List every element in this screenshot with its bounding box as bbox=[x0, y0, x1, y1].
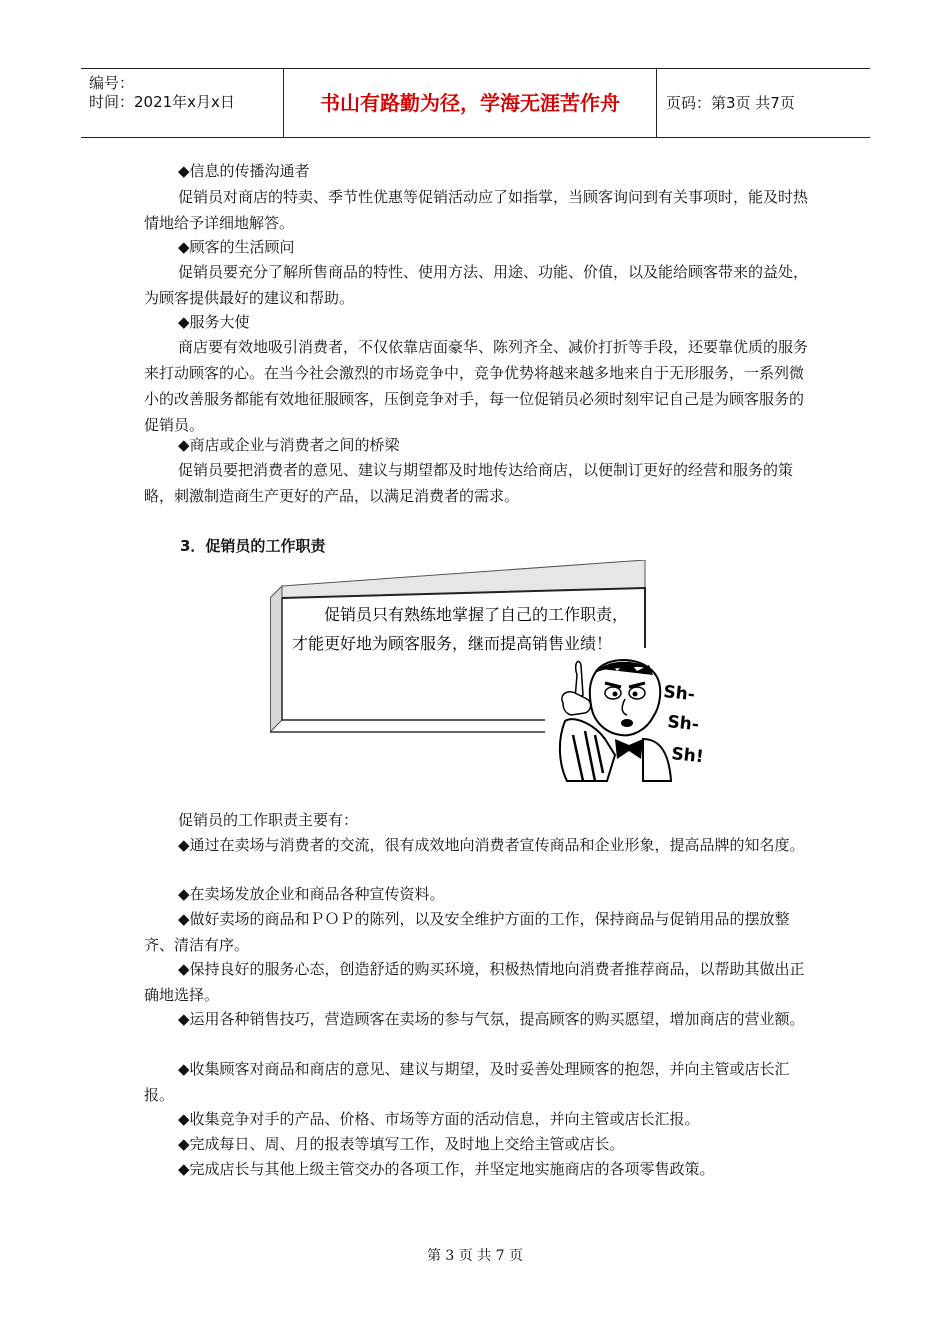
duty-item: ◆运用各种销售技巧，营造顾客在卖场的参与气氛，提高顾客的购买愿望，增加商店的营业额。 bbox=[178, 1010, 805, 1028]
duty-item: ◆通过在卖场与消费者的交流，很有成效地向消费者宣传商品和企业形象，提高品牌的知名度。 bbox=[178, 836, 805, 854]
duties-intro: 促销员的工作职责主要有： bbox=[178, 811, 359, 829]
cartoon-shush-3: Sh! bbox=[670, 744, 705, 768]
duty-item: ◆保持良好的服务心态，创造舒适的购买环境，积极热情地向消费者推荐商品，以帮助其做出正确地选择。 bbox=[144, 960, 805, 1004]
duty-item: ◆收集竞争对手的产品、价格、市场等方面的活动信息，并向主管或店长汇报。 bbox=[178, 1110, 700, 1128]
heading-bridge: ◆商店或企业与消费者之间的桥梁 bbox=[178, 436, 400, 454]
callout-text: 促销员只有熟练地掌握了自己的工作职责，才能更好地为顾客服务，继而提高销售业绩！ bbox=[292, 605, 629, 653]
header-left-cell bbox=[81, 69, 283, 137]
document-number-label: 编号： bbox=[89, 74, 135, 92]
cartoon-shush-2: Sh- bbox=[666, 712, 700, 736]
header-page-number: 页码：第3页 共7页 bbox=[666, 94, 795, 112]
page-header bbox=[81, 68, 870, 138]
header-motto: 书山有路勤为径，学海无涯苦作舟 bbox=[283, 69, 657, 137]
paragraph-info-communicator: 促销员对商店的特卖、季节性优惠等促销活动应了如指掌，当顾客询问到有关事项时，能及时热情地给予详细地解答。 bbox=[144, 188, 809, 232]
shushing-man-illustration bbox=[545, 655, 715, 785]
heading-service-ambassador: ◆服务大使 bbox=[178, 313, 250, 331]
duty-item: ◆收集顾客对商品和商店的意见、建议与期望，及时妥善处理顾客的抱怨，并向主管或店长汇报。 bbox=[144, 1060, 790, 1104]
duty-item: ◆在卖场发放企业和商品各种宣传资料。 bbox=[178, 885, 445, 903]
cartoon-graphic bbox=[545, 655, 715, 785]
duty-item: ◆做好卖场的商品和ＰＯＰ的陈列，以及安全维护方面的工作，保持商品与促销用品的摆放整齐、清洁有序。 bbox=[144, 910, 790, 954]
paragraph-service-ambassador: 商店要有效地吸引消费者，不仅依靠店面豪华、陈列齐全、减价打折等手段，还要靠优质的服务来打动顾客的心。在当今社会激烈的市场竞争中，竞争优势将越来越多地来自于无形服务，一系列微小的改善服务都能有效地征服顾客，压倒竞争对手，每一位促销员必须时刻牢记自己是为顾客服务的促销员。 bbox=[144, 338, 809, 434]
paragraph-bridge: 促销员要把消费者的意见、建议与期望都及时地传达给商店，以便制订更好的经营和服务的策略，刺激制造商生产更好的产品，以满足消费者的需求。 bbox=[144, 461, 794, 505]
duty-item: ◆完成店长与其他上级主管交办的各项工作，并坚定地实施商店的各项零售政策。 bbox=[178, 1160, 715, 1178]
page-footer: 第 3 页 共 7 页 bbox=[426, 1248, 524, 1264]
paragraph-life-advisor: 促销员要充分了解所售商品的特性、使用方法、用途、功能、价值，以及能给顾客带来的益处，为顾客提供最好的建议和帮助。 bbox=[144, 263, 809, 307]
heading-life-advisor: ◆顾客的生活顾问 bbox=[178, 238, 295, 256]
date-label: 时间：2021年x月x日 bbox=[89, 93, 235, 111]
duty-item: ◆完成每日、周、月的报表等填写工作，及时地上交给主管或店长。 bbox=[178, 1135, 625, 1153]
heading-info-communicator: ◆信息的传播沟通者 bbox=[178, 162, 310, 180]
cartoon-shush-1: Sh- bbox=[662, 682, 696, 706]
section-title: 3．促销员的工作职责 bbox=[180, 537, 326, 555]
